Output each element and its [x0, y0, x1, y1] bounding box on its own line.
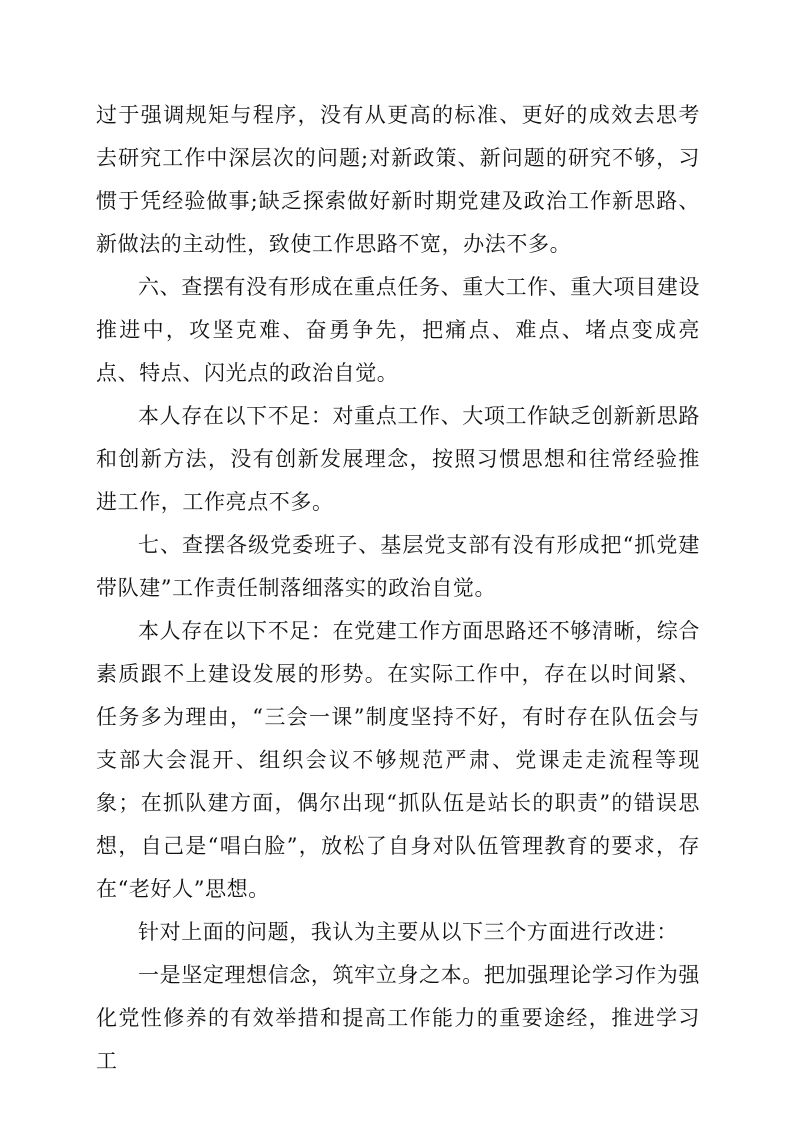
paragraph-7: 一是坚定理想信念，筑牢立身之本。把加强理论学习作为强化党性修养的有效举措和提高工作能力的重要途经，推进学习工 — [96, 963, 700, 1073]
paragraph-4-heading-seven: 七、查摆各级党委班子、基层党支部有没有形成把“抓党建带队建”工作责任制落细落实的政治自觉。 — [96, 533, 700, 600]
paragraph-3: 本人存在以下不足：对重点工作、大项工作缺乏创新新思路和创新方法，没有创新发展理念，按照习惯思想和往常经验推进工作，工作亮点不多。 — [96, 404, 700, 514]
paragraph-5: 本人存在以下不足：在党建工作方面思路还不够清晰，综合素质跟不上建设发展的形势。在实际工作中，存在以时间紧、任务多为理由，“三会一课”制度坚持不好，有时存在队伍会与支部大会混开、组织会议不够规范严肃、党课走走流程等现象；在抓队建方面，偶尔出现“抓队伍是站长的职责”的错误思想，自己是“唱白脸”，放松了自身对队伍管理教育的要求，存在“老好人”思想。 — [96, 619, 700, 901]
paragraph-1: 过于强调规矩与程序，没有从更高的标准、更好的成效去思考去研究工作中深层次的问题;对新政策、新问题的研究不够，习惯于凭经验做事;缺乏探索做好新时期党建及政治工作新思路、新做法的主动性，致使工作思路不宽，办法不多。 — [96, 103, 700, 256]
paragraph-2-heading-six: 六、查摆有没有形成在重点任务、重大工作、重大项目建设推进中，攻坚克难、奋勇争先，把痛点、难点、堵点变成亮点、特点、闪光点的政治自觉。 — [96, 275, 700, 385]
paragraph-6: 针对上面的问题，我认为主要从以下三个方面进行改进： — [138, 920, 678, 944]
document-body — [96, 94, 700, 1083]
